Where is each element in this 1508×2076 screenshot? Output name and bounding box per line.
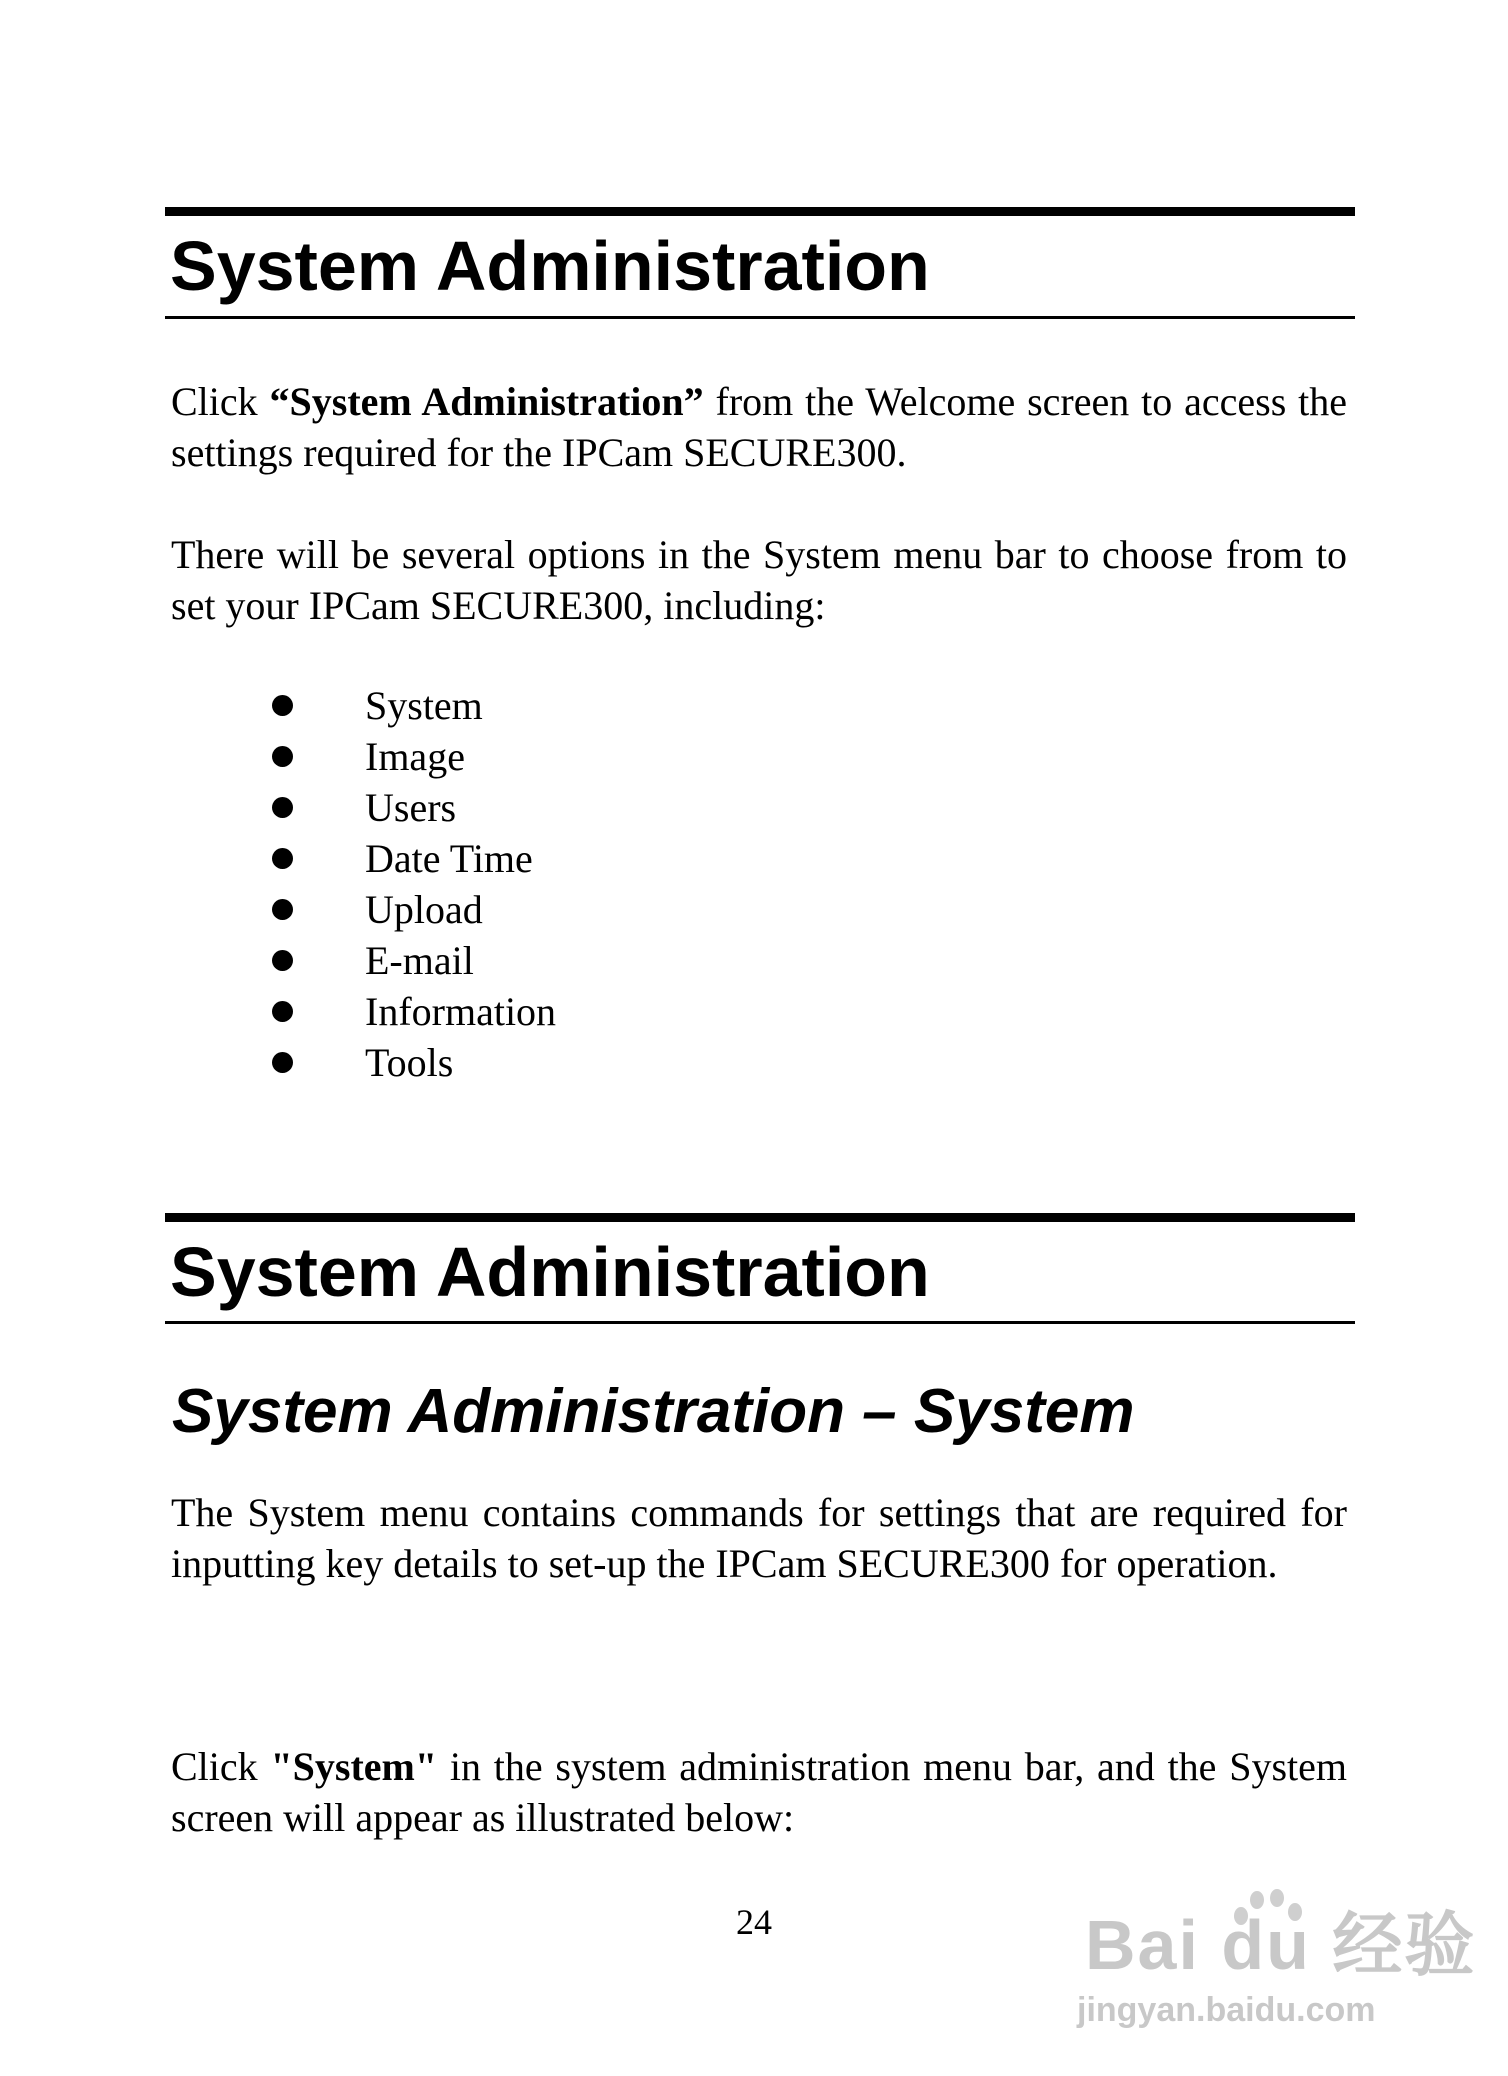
watermark-logo: Bai du 经验 [1085,1906,1477,1984]
manual-page: System Administration Click “System Administration” from the Welcome screen to access the settings required for the IPCam SECURE300. There will be several options in the System menu bar to choose from to set your IPCam SECURE300, including: System Image Users Date Time Upload E-mail Information Tools System Administration System Administration – System The System menu contains commands for settings that are required for inputting key details to set-up the IPCam SECURE300 for operation. Click "System" in the system administration menu bar, and the System screen will appear as illustrated below: 24 Bai du 经验 jingyan.baidu.com [0,0,1508,2076]
bullet-icon [272,746,293,767]
intro-text-suffix: from the Welcome screen to access the settings required for the IPCam SECURE300. [171,379,1347,475]
options-paragraph: There will be several options in the System menu bar to choose from to set your IPCam SECURE300, including: [171,532,1347,628]
section-heading: System Administration [170,227,930,305]
instruction-text-suffix: in the system administration menu bar, and the System screen will appear as illustrated below: [171,1744,1348,1840]
bullet-icon [272,695,293,716]
watermark-url: jingyan.baidu.com [1077,1991,1376,2029]
bullet-icon [272,1052,293,1073]
intro-paragraph [171,376,1347,478]
heading-top-rule [165,207,1355,216]
instruction-text-bold: "System" [270,1744,438,1789]
heading-bottom-rule [165,316,1355,319]
heading-bottom-rule [165,1321,1355,1324]
subsection-heading: System Administration – System [172,1377,1135,1446]
bullet-icon [272,899,293,920]
bullet-icon [272,950,293,971]
page-number: 24 [736,1902,772,1942]
intro-text-prefix: Click [171,379,270,424]
intro-text-bold: “System Administration” [269,379,704,424]
bullet-icon [272,1001,293,1022]
system-menu-paragraph: The System menu contains commands for settings that are required for inputting key details to set-up the IPCam SECURE300 for operation. [171,1490,1347,1586]
heading-top-rule [165,1213,1355,1222]
section-heading: System Administration [170,1233,930,1311]
bullet-icon [272,848,293,869]
watermark [1075,1885,1477,2035]
instruction-text-prefix: Click [171,1744,271,1789]
bullet-icon [272,797,293,818]
instruction-paragraph [171,1741,1347,1843]
